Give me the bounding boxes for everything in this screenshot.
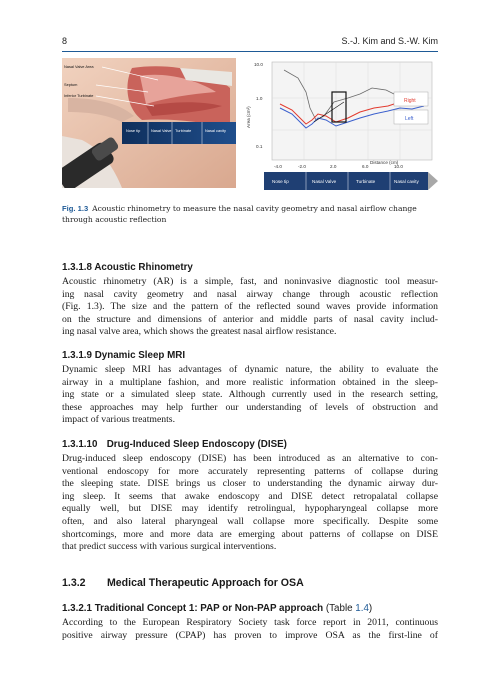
text-line: (Fig. 1.3). The size and the pattern of the reflected sound waves provide information bbox=[62, 301, 438, 313]
paragraph-dise bbox=[62, 453, 438, 554]
heading-acoustic-rhinometry bbox=[62, 262, 193, 273]
label-septum: Septum bbox=[64, 82, 78, 87]
band-right-nasal-cavity: Nasal cavity bbox=[394, 179, 419, 184]
text-line: the sleeping state. DISE brings us closer to understanding the dynamic airway dur- bbox=[62, 478, 438, 490]
text-line: that predict success with various surgical interventions. bbox=[62, 541, 277, 553]
y-tick-10: 10.0 bbox=[254, 62, 263, 67]
section-number: 1.3.1.8 bbox=[62, 262, 92, 273]
section-title: Medical Therapeutic Approach for OSA bbox=[106, 577, 304, 589]
x-tick-6: 6.0 bbox=[362, 164, 369, 169]
heading-medical-therapeutic-approach bbox=[62, 577, 304, 589]
section-number: 1.3.2.1 bbox=[62, 603, 92, 614]
text-line: positive airway pressure (CPAP) has proven to improve OSA as the first-line of bbox=[62, 629, 438, 641]
text-line: ing state or a simulated sleep state. Although currently used in the research setting, bbox=[62, 389, 438, 401]
y-tick-0-1: 0.1 bbox=[256, 144, 263, 149]
section-number: 1.3.1.10 bbox=[62, 439, 98, 450]
text-line: airway in a multiplane fashion, and more realistic information obtained in the sleep- bbox=[62, 376, 438, 388]
section-number: 1.3.2 bbox=[62, 577, 86, 589]
text-line: often, and also lateral pharyngeal wall collapse more specifically. Despite some bbox=[62, 515, 438, 527]
figure-label: Fig. 1.3 bbox=[62, 204, 89, 213]
label-nasal-valve-area: Nasal Valve Area bbox=[64, 64, 94, 69]
text-line: on the structure and dimensions of anterior and middle parts of nasal cavity includ- bbox=[62, 313, 438, 325]
text-line: ventional endoscopy for more accurately representing patterns of collapse during bbox=[62, 465, 438, 477]
section-title: Drug-Induced Sleep Endoscopy (DISE) bbox=[106, 439, 287, 450]
table-ref-link[interactable]: 1.4 bbox=[355, 603, 369, 614]
text-line: Dynamic sleep MRI has advantages of dynamic nature, the ability to evaluate the bbox=[62, 364, 438, 375]
text-line: these approaches may help further our understanding of levels of obstruction and bbox=[62, 401, 438, 413]
band-left-nasal-cavity: Nasal cavity bbox=[205, 128, 226, 133]
text-line: impact of various treatments. bbox=[62, 414, 175, 426]
anatomy-band bbox=[122, 122, 236, 144]
section-number: 1.3.1.9 bbox=[62, 350, 92, 361]
figure-caption bbox=[62, 203, 438, 225]
legend-right-label: Right bbox=[404, 98, 416, 104]
heading-dynamic-sleep-mri bbox=[62, 350, 185, 361]
band-right-nose-tip: Nose tip bbox=[272, 179, 289, 184]
band-right-turbinate: Turbinate bbox=[356, 179, 376, 184]
acoustic-rhinogram-plot bbox=[244, 58, 440, 194]
text-line: shortcomings, more and more data are emerging about patterns of collapse on DISE bbox=[62, 528, 438, 540]
nasal-anatomy-illustration bbox=[62, 58, 236, 188]
legend-left-label: Left bbox=[405, 116, 414, 122]
y-axis-label: Area (cm²) bbox=[246, 106, 251, 128]
heading-traditional-concept-1 bbox=[62, 603, 372, 614]
table-ref-prefix: (Table bbox=[325, 603, 356, 614]
section-title: Acoustic Rhinometry bbox=[94, 262, 193, 273]
running-head-authors: S.-J. Kim and S.-W. Kim bbox=[341, 36, 438, 46]
header-rule bbox=[62, 51, 438, 52]
text-line: ing nasal valve area, which shows the greatest nasal airflow resistance. bbox=[62, 326, 337, 338]
section-title: Dynamic Sleep MRI bbox=[94, 350, 186, 361]
paragraph-traditional-concept-1 bbox=[62, 617, 438, 642]
table-ref-suffix: ) bbox=[368, 603, 373, 614]
figure-caption-text: Acoustic rhinometry to measure the nasal cavity geometry and nasal airflow change through acoustic reflection bbox=[62, 204, 417, 224]
text-line: According to the European Respiratory Society task force report in 2011, continuous bbox=[62, 617, 438, 628]
text-line: Drug-induced sleep endoscopy (DISE) has been introduced as an alternative to con- bbox=[62, 453, 438, 464]
text-line: Acoustic rhinometry (AR) is a simple, fast, and noninvasive diagnostic tool measur- bbox=[62, 276, 438, 287]
y-tick-1: 1.0 bbox=[256, 96, 263, 101]
text-line: ing sleep. It seems that awake endoscopy and DISE detect retropalatal collapse bbox=[62, 490, 438, 502]
band-left-turbinate: Turbinate bbox=[175, 128, 192, 133]
page-number: 8 bbox=[62, 36, 68, 46]
section-title: Traditional Concept 1: PAP or Non-PAP approach bbox=[94, 603, 324, 614]
x-tick-2: 2.0 bbox=[330, 164, 337, 169]
x-tick-n4: -4.0 bbox=[274, 164, 282, 169]
band-left-nasal-valve: Nasal Valve bbox=[151, 128, 172, 133]
paragraph-dynamic-sleep-mri bbox=[62, 364, 438, 427]
paragraph-acoustic-rhinometry bbox=[62, 276, 438, 339]
label-inferior-turbinate: Inferior Turbinate bbox=[64, 93, 94, 98]
x-axis-label: Distance (cm) bbox=[370, 160, 399, 165]
band-right-nasal-valve: Nasal Valve bbox=[312, 179, 337, 184]
x-tick-10: 10.0 bbox=[394, 164, 403, 169]
x-tick-n2: -2.0 bbox=[298, 164, 306, 169]
heading-dise bbox=[62, 439, 287, 450]
text-line: equally well, but DISE may identify retrolingual, hypopharyngeal collapse more bbox=[62, 503, 438, 515]
running-header bbox=[62, 34, 438, 50]
band-left-nose-tip: Nose tip bbox=[126, 128, 141, 133]
text-line: ing nasal cavity geometry and nasal airway change through acoustic reflection bbox=[62, 288, 438, 300]
